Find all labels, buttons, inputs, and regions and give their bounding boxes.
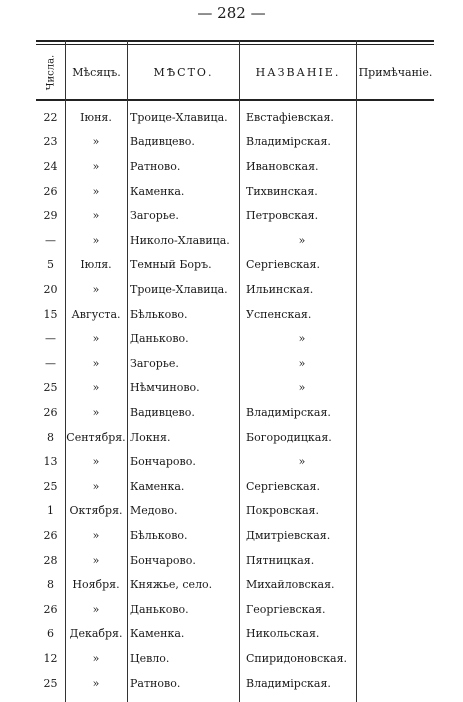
table-row bbox=[36, 425, 434, 450]
table-row bbox=[36, 376, 434, 401]
row-number: — bbox=[45, 332, 56, 346]
row-place: Бѣльково. bbox=[130, 307, 188, 321]
row-number: 26 bbox=[43, 602, 58, 616]
row-month: » bbox=[92, 159, 100, 173]
row-name: » bbox=[298, 356, 306, 370]
row-number: 20 bbox=[43, 282, 58, 296]
row-place: Бончарово. bbox=[130, 455, 196, 469]
row-name: » bbox=[298, 233, 306, 247]
table-row bbox=[36, 203, 434, 228]
table-row bbox=[36, 499, 434, 524]
header-number bbox=[36, 46, 65, 98]
table-row bbox=[36, 400, 434, 425]
row-name: Михайловская. bbox=[246, 578, 335, 592]
page-number: — 282 — bbox=[197, 4, 266, 22]
row-place: Медово. bbox=[130, 504, 178, 518]
row-month: » bbox=[92, 233, 100, 247]
row-number: 5 bbox=[47, 258, 54, 272]
header-month: Мѣсяцъ. bbox=[72, 65, 121, 79]
row-month: Сентября. bbox=[66, 430, 126, 444]
row-name: Евстафіевская. bbox=[246, 110, 334, 124]
row-place: Каменка. bbox=[130, 184, 185, 198]
row-name: Сергіевская. bbox=[246, 479, 320, 493]
header-place: МѢСТО. bbox=[153, 65, 214, 79]
row-place: Княжье, село. bbox=[130, 578, 213, 592]
row-month: » bbox=[92, 553, 100, 567]
table-row bbox=[36, 523, 434, 548]
table-row bbox=[36, 326, 434, 351]
row-number: 6 bbox=[47, 627, 54, 641]
row-number: 28 bbox=[43, 553, 58, 567]
row-place: Вадивцево. bbox=[130, 405, 195, 419]
table-row bbox=[36, 572, 434, 597]
row-month: » bbox=[92, 602, 100, 616]
table-row bbox=[36, 105, 434, 130]
row-number: 22 bbox=[43, 110, 58, 124]
row-month: » bbox=[92, 135, 100, 149]
table-row bbox=[36, 646, 434, 671]
row-month: » bbox=[92, 676, 100, 690]
row-month: » bbox=[92, 209, 100, 223]
table-row bbox=[36, 154, 434, 179]
row-number: 12 bbox=[43, 651, 58, 665]
row-name: Спиридоновская. bbox=[246, 651, 348, 665]
row-month: » bbox=[92, 405, 100, 419]
row-month: » bbox=[92, 381, 100, 395]
header-number-label: Числа. bbox=[45, 54, 56, 90]
table-top-rule-thin bbox=[36, 44, 434, 45]
row-number: 25 bbox=[43, 479, 58, 493]
row-name: Покровская. bbox=[246, 504, 319, 518]
row-name: Дмитріевская. bbox=[246, 528, 331, 542]
row-number: 8 bbox=[47, 578, 54, 592]
table-top-rule bbox=[36, 40, 434, 42]
row-place: Николо-Хлавица. bbox=[130, 233, 230, 247]
row-number: 8 bbox=[47, 430, 54, 444]
row-name: Пятницкая. bbox=[246, 553, 315, 567]
row-place: Даньково. bbox=[130, 602, 189, 616]
table-row bbox=[36, 671, 434, 696]
row-number: 23 bbox=[43, 135, 58, 149]
row-place: Даньково. bbox=[130, 332, 189, 346]
table-row bbox=[36, 253, 434, 278]
row-month: » bbox=[92, 184, 100, 198]
row-month: Іюня. bbox=[80, 110, 112, 124]
row-name: Тихвинская. bbox=[246, 184, 318, 198]
row-name: » bbox=[298, 381, 306, 395]
row-month: » bbox=[92, 651, 100, 665]
row-month: » bbox=[92, 282, 100, 296]
row-place: Бѣльково. bbox=[130, 528, 188, 542]
row-place: Локня. bbox=[130, 430, 171, 444]
row-month: Іюля. bbox=[80, 258, 112, 272]
row-month: » bbox=[92, 528, 100, 542]
table-row bbox=[36, 474, 434, 499]
row-place: Загорье. bbox=[130, 356, 179, 370]
row-month: Декабря. bbox=[69, 627, 123, 641]
row-name: » bbox=[298, 332, 306, 346]
row-place: Каменка. bbox=[130, 479, 185, 493]
row-name: Владимірская. bbox=[246, 135, 331, 149]
row-place: Вадивцево. bbox=[130, 135, 195, 149]
row-place: Бончарово. bbox=[130, 553, 196, 567]
row-number: 24 bbox=[43, 159, 58, 173]
row-place: Троице-Хлавица. bbox=[130, 110, 228, 124]
header-note: Примѣчаніе. bbox=[358, 65, 433, 79]
row-month: » bbox=[92, 356, 100, 370]
row-place: Ратново. bbox=[130, 159, 181, 173]
row-name: Никольская. bbox=[246, 627, 320, 641]
row-number: 13 bbox=[43, 455, 58, 469]
row-place: Ратново. bbox=[130, 676, 181, 690]
row-number: 25 bbox=[43, 676, 58, 690]
row-place: Троице-Хлавица. bbox=[130, 282, 228, 296]
header-name: НАЗВАНІЕ. bbox=[255, 65, 341, 79]
calendar-table bbox=[36, 40, 434, 702]
table-row bbox=[36, 597, 434, 622]
row-name: Владимірская. bbox=[246, 405, 331, 419]
row-month: Августа. bbox=[71, 307, 121, 321]
table-row bbox=[36, 548, 434, 573]
table-row bbox=[36, 351, 434, 376]
row-number: 26 bbox=[43, 184, 58, 198]
header-bottom-rule bbox=[36, 99, 434, 101]
row-month: » bbox=[92, 332, 100, 346]
row-name: Петровская. bbox=[246, 209, 319, 223]
table-row bbox=[36, 228, 434, 253]
row-name: Ивановская. bbox=[246, 159, 319, 173]
row-name: Успенская. bbox=[246, 307, 312, 321]
row-number: — bbox=[45, 356, 56, 370]
row-name: » bbox=[298, 455, 306, 469]
row-name: Георгіевская. bbox=[246, 602, 326, 616]
row-place: Цевло. bbox=[130, 651, 170, 665]
row-number: 26 bbox=[43, 405, 58, 419]
row-month: Ноября. bbox=[72, 578, 120, 592]
row-number: 25 bbox=[43, 381, 58, 395]
row-number: 1 bbox=[47, 504, 54, 518]
row-number: — bbox=[45, 233, 56, 247]
row-month: » bbox=[92, 455, 100, 469]
row-name: Богородицкая. bbox=[246, 430, 332, 444]
table-row bbox=[36, 179, 434, 204]
table-row bbox=[36, 277, 434, 302]
table-row bbox=[36, 302, 434, 327]
row-place: Каменка. bbox=[130, 627, 185, 641]
table-row bbox=[36, 622, 434, 647]
table-row bbox=[36, 449, 434, 474]
row-number: 15 bbox=[43, 307, 58, 321]
row-number: 29 bbox=[43, 209, 58, 223]
row-place: Загорье. bbox=[130, 209, 179, 223]
row-name: Владимірская. bbox=[246, 676, 331, 690]
row-month: Октября. bbox=[69, 504, 123, 518]
row-name: Ильинская. bbox=[246, 282, 314, 296]
row-place: Нѣмчиново. bbox=[130, 381, 200, 395]
row-place: Темный Боръ. bbox=[130, 258, 212, 272]
table-row bbox=[36, 130, 434, 155]
row-name: Сергіевская. bbox=[246, 258, 320, 272]
row-number: 26 bbox=[43, 528, 58, 542]
row-month: » bbox=[92, 479, 100, 493]
